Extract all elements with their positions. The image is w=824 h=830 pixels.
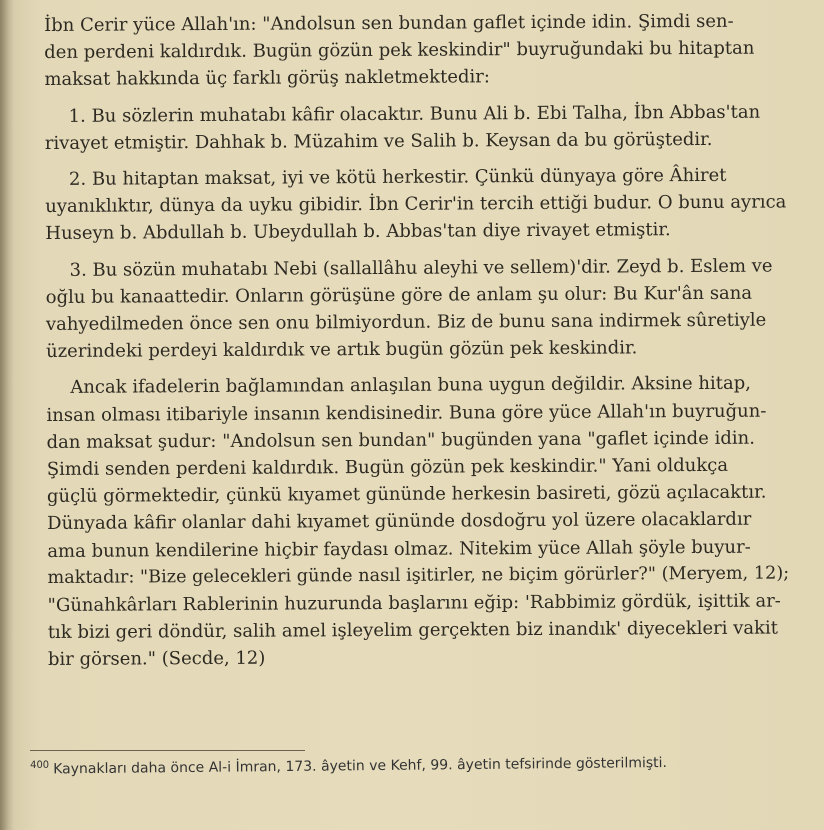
text-line: 3. Bu sözün muhatabı Nebi (sallallâhu aleyhi ve sellem)'dir. Zeyd b. Eslem ve <box>69 255 773 281</box>
page-gutter-shadow <box>0 0 14 830</box>
paragraph-view-2 <box>45 161 787 247</box>
body-text <box>44 7 790 682</box>
text-line: Dünyada kâfir olanlar dahi kıyamet gününde dosdoğru yol üzere olacaklardır <box>47 509 752 535</box>
text-line: insan olması itibariyle insanın kendisinedir. Buna göre yüce Allah'ın buyruğun- <box>46 400 767 426</box>
text-line: maktadır: "Bize gelecekleri günde nasıl işitirler, ne biçim görürler?" (Meryem, 12); <box>47 563 790 588</box>
text-line: "Günahkârları Rablerinin huzurunda başlarını eğip: 'Rabbimiz gördük, işittik ar- <box>47 590 781 617</box>
paragraph-intro <box>44 7 786 93</box>
text-line: üzerindeki perdeyi kaldırdık ve artık bugün gözün pek keskindir. <box>46 337 638 363</box>
text-line: dan maksat şudur: "Andolsun sen bundan" bugünden yana "gaflet içinde idin. <box>46 427 755 453</box>
footnote-text: Kaynakları daha önce Al-i İmran, 173. âyetin ve Kehf, 99. âyetin tefsirinde gösterilmişti. <box>53 754 668 778</box>
text-line: oğlu bu kanaattedir. Onların görüşüne göre de anlam şu olur: Bu Kur'ân sana <box>45 282 753 308</box>
text-line: tık bizi geri döndür, salih amel işleyelim gerçekten biz inandık' diyecekleri vakit <box>47 617 779 644</box>
text-line: maksat hakkında üç farklı görüş nakletmektedir: <box>44 66 490 91</box>
paragraph-conclusion <box>46 370 790 674</box>
text-line: vahyedilmeden önce sen onu bilmiyordun. Biz de bunu sana indirmek sûretiyle <box>45 309 767 336</box>
text-line: güçlü görmektedir, çünkü kıyamet gününde herkesin basireti, gözü açılacaktır. <box>46 481 767 508</box>
footnote-divider <box>30 750 305 751</box>
text-line: ama bunun kendilerine hiçbir faydası olmaz. Nitekim yüce Allah şöyle buyur- <box>47 536 751 562</box>
text-line: 1. Bu sözlerin muhatabı kâfir olacaktır. Bunu Ali b. Ebi Talha, İbn Abbas'tan <box>68 101 761 127</box>
text-line: İbn Cerir yüce Allah'ın: "Andolsun sen bundan gaflet içinde idin. Şimdi sen- <box>44 10 734 36</box>
footnote-number: 400 <box>30 759 50 771</box>
paragraph-view-1 <box>45 98 787 157</box>
text-line: uyanıklıktır, dünya da uyku gibidir. İbn Cerir'in tercih ettiği budur. O bunu ayrıca <box>45 191 787 218</box>
paragraph-view-3 <box>45 252 788 365</box>
text-line: den perdeni kaldırdık. Bugün gözün pek keskindir" buyruğundaki bu hitaptan <box>44 37 755 64</box>
text-line: rivayet etmiştir. Dahhak b. Müzahim ve Salih b. Keysan da bu görüştedir. <box>44 128 713 154</box>
text-line: Ancak ifadelerin bağlamından anlaşılan buna uygun değildir. Aksine hitap, <box>70 373 752 399</box>
text-line: bir görsen." (Secde, 12) <box>47 648 266 671</box>
text-line: Şimdi senden perdeni kaldırdık. Bugün gözün pek keskindir." Yani oldukça <box>46 454 729 481</box>
text-line: 2. Bu hitaptan maksat, iyi ve kötü herkestir. Çünkü dünyaya göre Âhiret <box>68 164 727 190</box>
footnote <box>30 752 790 778</box>
text-line: Huseyn b. Abdullah b. Ubeydullah b. Abbas'tan diye rivayet etmiştir. <box>45 219 671 245</box>
